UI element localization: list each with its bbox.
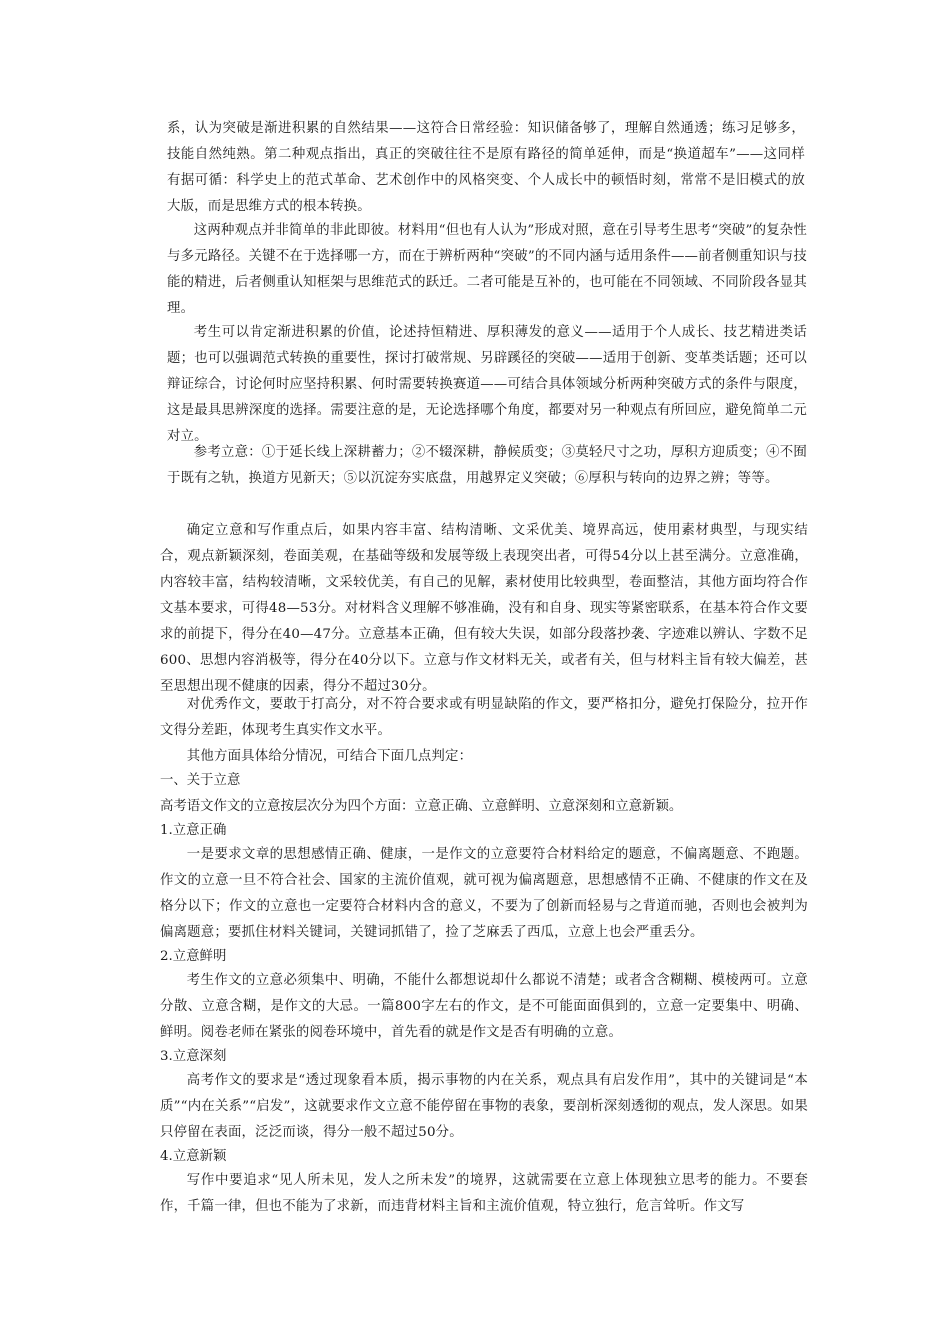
item-body-4: 写作中要追求“见人所未见，发人之所未发”的境界，这就需要在立意上体现独立思考的能力。不要套作，千篇一律，但也不能为了求新，而违背材料主旨和主流价值观，特立独行，危言耸听。作文写 [160, 1173, 808, 1214]
item-body-1: 一是要求文章的思想感情正确、健康，一是作文的立意要符合材料给定的题意，不偏离题意、不跑题。作文的立意一旦不符合社会、国家的主流价值观，就可视为偏离题意，思想感情不正确、不健康的作文在及格分以下；作文的立意也一定要符合材料内含的意义，不要为了创新而轻易与之背道而驰，否则也会被判为偏离题意；要抓住材料关键词，关键词抓错了，捡了芝麻丢了西瓜，立意上也会严重丢分。 [160, 847, 808, 940]
section-intro: 高考语文作文的立意按层次分为四个方面：立意正确、立意鲜明、立意深刻和立意新颖。 [160, 799, 683, 814]
scoring-paragraph-3: 其他方面具体给分情况，可结合下面几点判定： [186, 749, 473, 764]
item-title-3: 3.立意深刻 [160, 1049, 227, 1064]
scoring-paragraph-2: 对优秀作文，要敢于打高分，对不符合要求或有明显缺陷的作文，要严格扣分，避免打保险分，拉开作文得分差距，体现考生真实作文水平。 [160, 697, 808, 738]
analysis-paragraph-2: 这两种观点并非简单的非此即彼。材料用“但也有人认为”形成对照，意在引导考生思考“突破”的复杂性与多元路径。关键不在于选择哪一方，而在于辨析两种“突破”的不同内涵与适用条件——前者侧重知识与技能的精进，后者侧重认知框架与思维范式的跃迁。二者可能是互补的，也可能在不同领域、不同阶段各显其理。 [167, 223, 807, 316]
analysis-paragraph-1: 系，认为突破是渐进积累的自然结果——这符合日常经验：知识储备够了，理解自然通透；练习足够多，技能自然纯熟。第二种观点指出，真正的突破往往不是原有路径的简单延伸，而是“换道超车”——这同样有据可循：科学史上的范式革命、艺术创作中的风格突变、个人成长中的顿悟时刻，常常不是旧模式的放大版，而是思维方式的根本转换。 [167, 121, 805, 214]
scoring-paragraph-1: 确定立意和写作重点后，如果内容丰富、结构清晰、文采优美、境界高远，使用素材典型，与现实结合，观点新颖深刻，卷面美观，在基础等级和发展等级上表现突出者，可得54分以上甚至满分。立意准确，内容较丰富，结构较清晰，文采较优美，有自己的见解，素材使用比较典型，卷面整洁，其他方面均符合作文基本要求，可得48—53分。对材料含义理解不够准确，没有和自身、现实等紧密联系，在基本符合作文要求的前提下，得分在40—47分。立意基本正确，但有较大失误，如部分段落抄袭、字迹难以辨认、字数不足600、思想内容消极等，得分在40分以下。立意与作文材料无关，或者有关，但与材料主旨有较大偏差，甚至思想出现不健康的因素，得分不超过30分。 [160, 523, 808, 694]
item-title-4: 4.立意新颖 [160, 1149, 227, 1164]
item-title-1: 1.立意正确 [160, 823, 227, 838]
reference-themes: 参考立意：①于延长线上深耕蓄力；②不辍深耕，静候质变；③莫轻尺寸之功，厚积方迎质变；④不囿于既有之轨，换道方见新天；⑤以沉淀夯实底盘，用越界定义突破；⑥厚积与转向的边界之辨；等等。 [167, 445, 807, 486]
item-body-2: 考生作文的立意必须集中、明确，不能什么都想说却什么都说不清楚；或者含含糊糊、模棱两可。立意分散、立意含糊，是作文的大忌。一篇800字左右的作文，是不可能面面俱到的，立意一定要集中、明确、鲜明。阅卷老师在紧张的阅卷环境中，首先看的就是作文是否有明确的立意。 [160, 973, 808, 1040]
section-heading: 一、关于立意 [160, 773, 241, 788]
item-body-3: 高考作文的要求是“透过现象看本质，揭示事物的内在关系，观点具有启发作用”，其中的关键词是“本质”“内在关系”“启发”，这就要求作文立意不能停留在事物的表象，要剖析深刻透彻的观点，发人深思。如果只停留在表面，泛泛而谈，得分一般不超过50分。 [160, 1073, 808, 1140]
analysis-paragraph-3: 考生可以肯定渐进积累的价值，论述持恒精进、厚积薄发的意义——适用于个人成长、技艺精进类话题；也可以强调范式转换的重要性，探讨打破常规、另辟蹊径的突破——适用于创新、变革类话题；还可以辩证综合，讨论何时应坚持积累、何时需要转换赛道——可结合具体领域分析两种突破方式的条件与限度，这是最具思辨深度的选择。需要注意的是，无论选择哪个角度，都要对另一种观点有所回应，避免简单二元对立。 [167, 325, 807, 444]
item-title-2: 2.立意鲜明 [160, 949, 227, 964]
